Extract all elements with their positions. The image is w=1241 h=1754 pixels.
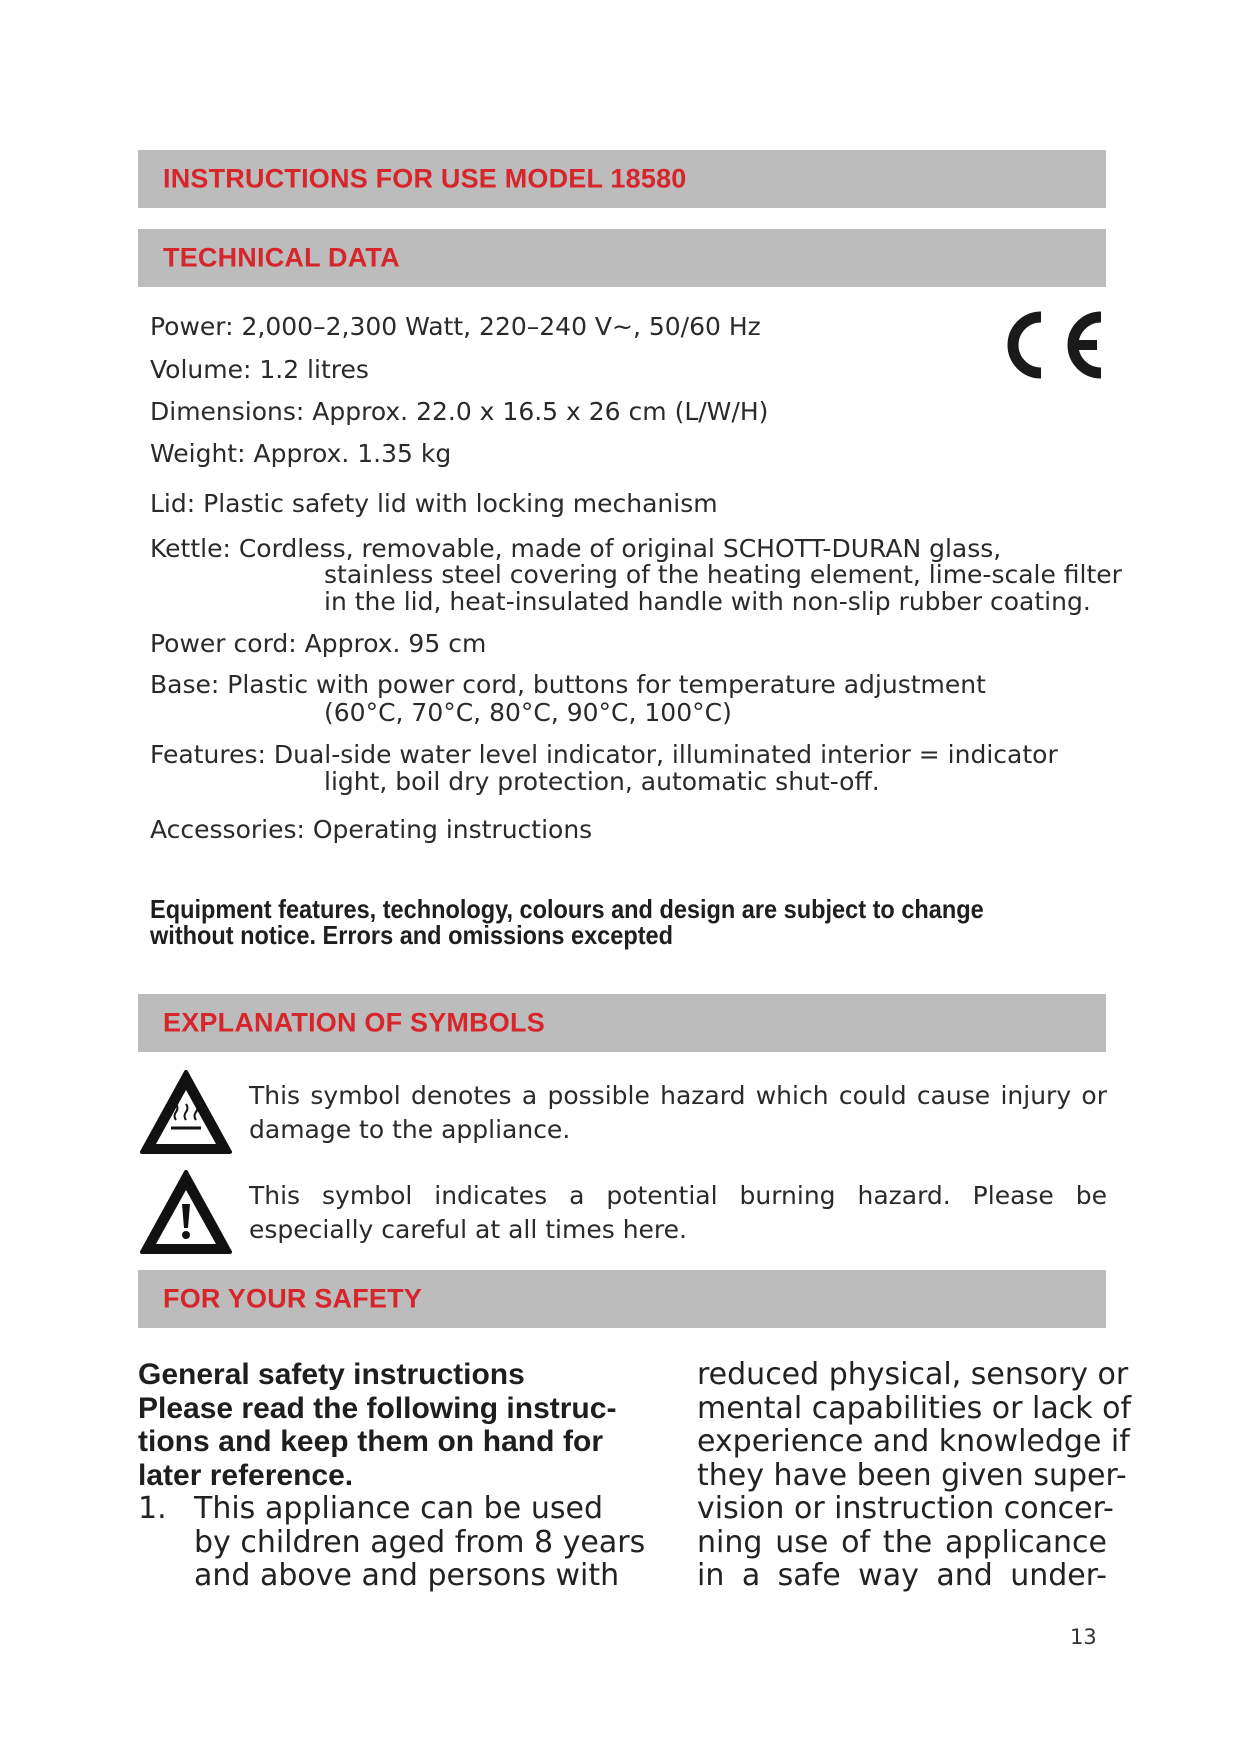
- list-item-line: and above and persons with: [194, 1558, 620, 1593]
- list-item-number: 1.: [138, 1491, 167, 1526]
- safety-list-item: [138, 1491, 646, 1593]
- safety-right-column: [697, 1357, 1132, 1593]
- spec-base-cont: (60°C, 70°C, 80°C, 90°C, 100°C): [324, 698, 732, 727]
- burn-symbol-description: This symbol indicates a potential burning hazard. Please be especially careful at all times here.: [249, 1181, 1107, 1244]
- spec-power: Power: 2,000–2,300 Watt, 220–240 V~, 50/60 Hz: [150, 312, 761, 341]
- safety-heading-bar: [138, 1270, 1106, 1328]
- spec-kettle: Kettle: Cordless, removable, made of original SCHOTT-DURAN glass,: [150, 534, 1002, 563]
- safety-text-line: ning use of the applicance: [697, 1524, 1107, 1560]
- change-notice: Equipment features, technology, colours and design are subject to change without notice. Errors and omissions excepted: [150, 894, 984, 950]
- spec-accessories: Accessories: Operating instructions: [150, 815, 593, 844]
- spec-weight: Weight: Approx. 1.35 kg: [150, 439, 452, 468]
- safety-intro-line: Please read the following instruc-: [138, 1391, 617, 1425]
- general-warning-icon: [138, 1168, 234, 1256]
- instructions-heading-bar: [138, 150, 1106, 208]
- spec-volume: Volume: 1.2 litres: [150, 355, 369, 384]
- spec-features-cont: light, boil dry protection, automatic shut-off.: [324, 767, 880, 796]
- list-item-line: by children aged from 8 years: [194, 1524, 646, 1560]
- spec-power-cord: Power cord: Approx. 95 cm: [150, 629, 487, 658]
- ce-mark-logo: [1005, 305, 1105, 385]
- safety-text-line: reduced physical, sensory or: [697, 1357, 1129, 1392]
- list-item-line: This appliance can be used: [194, 1491, 603, 1526]
- spec-dimensions: Dimensions: Approx. 22.0 x 16.5 x 26 cm (L/W/H): [150, 397, 769, 426]
- explanation-heading-bar: [138, 994, 1106, 1052]
- safety-text-line: they have been given super-: [697, 1457, 1127, 1493]
- safety-intro-line: tions and keep them on hand for: [138, 1425, 603, 1458]
- safety-text-line: mental capabilities or lack of: [697, 1390, 1132, 1426]
- safety-intro-line: later reference.: [138, 1458, 354, 1492]
- general-safety-title: General safety instructions: [138, 1358, 525, 1391]
- spec-features: Features: Dual-side water level indicator, illuminated interior = indicator: [150, 740, 1058, 769]
- explanation-heading: EXPLANATION OF SYMBOLS: [163, 1007, 545, 1038]
- safety-text-line: in a safe way and under-: [697, 1558, 1107, 1593]
- technical-data-heading-bar: [138, 229, 1106, 287]
- safety-left-column: [138, 1358, 646, 1593]
- safety-text-line: vision or instruction concer-: [697, 1491, 1114, 1526]
- hot-surface-warning-icon: [138, 1068, 234, 1156]
- page-number: 13: [1070, 1625, 1097, 1649]
- spec-kettle-cont-2: in the lid, heat-insulated handle with non-slip rubber coating.: [324, 587, 1091, 616]
- instructions-heading: INSTRUCTIONS FOR USE MODEL 18580: [163, 163, 687, 194]
- safety-text-line: experience and knowledge if: [697, 1424, 1130, 1459]
- safety-heading: FOR YOUR SAFETY: [163, 1283, 423, 1314]
- spec-lid: Lid: Plastic safety lid with locking mechanism: [150, 489, 718, 518]
- spec-base: Base: Plastic with power cord, buttons for temperature adjustment: [150, 670, 986, 699]
- spec-kettle-cont-1: stainless steel covering of the heating element, lime-scale filter: [324, 560, 1122, 589]
- hazard-symbol-description: This symbol denotes a possible hazard which could cause injury or damage to the appliance.: [249, 1081, 1107, 1144]
- technical-data-heading: TECHNICAL DATA: [163, 242, 400, 273]
